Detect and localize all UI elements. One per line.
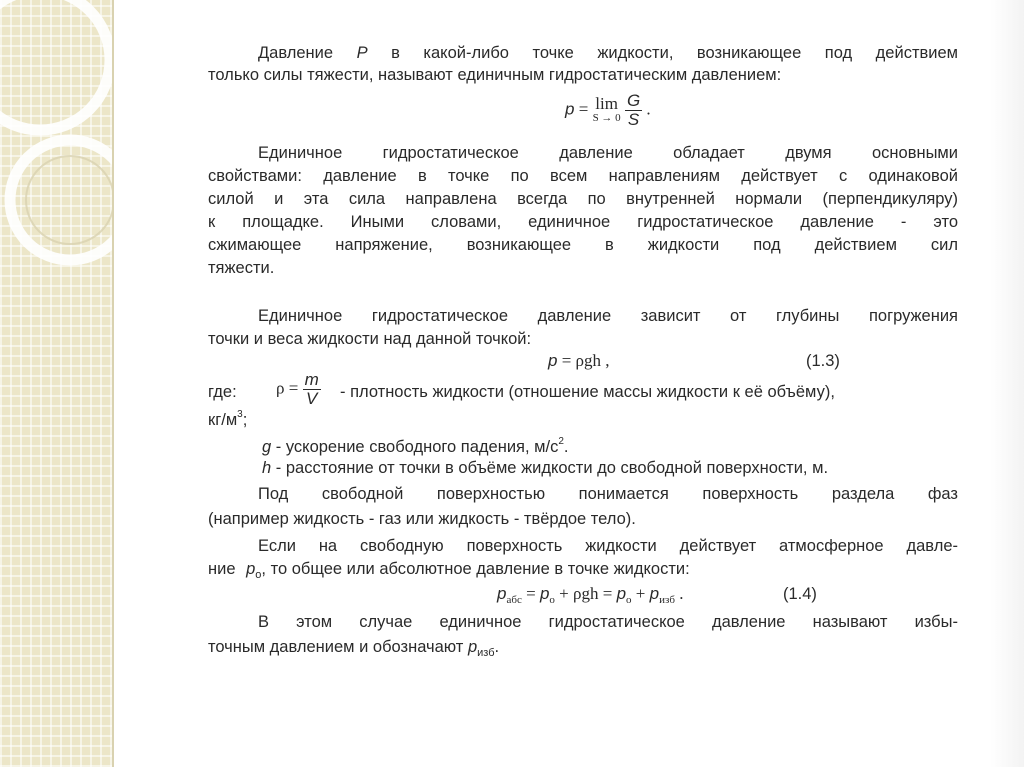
- density-unit: $кг/м^3$;: [208, 409, 248, 429]
- equation-number-1-4: (1.4): [783, 585, 817, 603]
- paragraph-5-line-1: Если на свободную поверхность жидкости действует атмосферное давле-: [258, 537, 958, 555]
- paragraph-2-line-4: к площадке. Иными словами, единичное гидростатическое давление - это: [208, 213, 958, 231]
- paragraph-4-line-2: (например жидкость - газ или жидкость - твёрдое тело).: [208, 510, 636, 528]
- variable-P: P: [356, 44, 368, 62]
- density-description: - плотность жидкости (отношение массы жидкости к её объёму),: [340, 383, 835, 401]
- paragraph-5-line-2: ние $p_о$, то общее или абсолютное давление в точке жидкости:: [208, 560, 690, 581]
- paragraph-4-line-1: Под свободной поверхностью понимается поверхность раздела фаз: [258, 485, 958, 503]
- formula-1-3: p = ρgh ,: [548, 351, 610, 370]
- where-label: где:: [208, 383, 237, 401]
- depth-line: h - расстояние от точки в объёме жидкости до свободной поверхности, м.: [262, 459, 829, 477]
- paragraph-2-line-6: тяжести.: [208, 259, 275, 277]
- paragraph-6-line-2: точным давлением и обозначают $p_{изб}$.: [208, 638, 500, 659]
- paragraph-3-line-2: точки и веса жидкости над данной точкой:: [208, 330, 532, 348]
- paragraph-3-line-1: Единичное гидростатическое давление зависит от глубины погружения: [258, 307, 958, 325]
- formula-pressure-limit: p = lim S → 0 $\frac{G}{S}$ .: [565, 91, 651, 129]
- formula-density: ρ = $\frac{m}{V}$: [276, 370, 319, 408]
- paragraph-2-line-1: Единичное гидростатическое давление обладает двумя основными: [258, 144, 958, 162]
- gravity-line: g - ускорение свободного падения, $м/с^2$.: [262, 436, 569, 456]
- paragraph-1-line-2: только силы тяжести, называют единичным гидростатическим давлением:: [208, 66, 782, 84]
- paragraph-1-line-1: Давление P в какой-либо точке жидкости, возникающее под действием: [258, 44, 958, 62]
- paragraph-2-line-5: сжимающее напряжение, возникающее в жидкости под действием сил: [208, 236, 958, 254]
- equation-number-1-3: (1.3): [806, 352, 840, 370]
- paragraph-2-line-3: силой и эта сила направлена всегда по внутренней нормали (перпендикуляру): [208, 190, 958, 208]
- paragraph-6-line-1: В этом случае единичное гидростатическое давление называют избы-: [258, 613, 958, 631]
- paragraph-2-line-2: свойствами: давление в точке по всем направлениям действует с одинаковой: [208, 167, 958, 185]
- formula-1-4: $p_{абс} = p_о + \rho gh = p_о + p_{изб}$ .: [497, 584, 684, 606]
